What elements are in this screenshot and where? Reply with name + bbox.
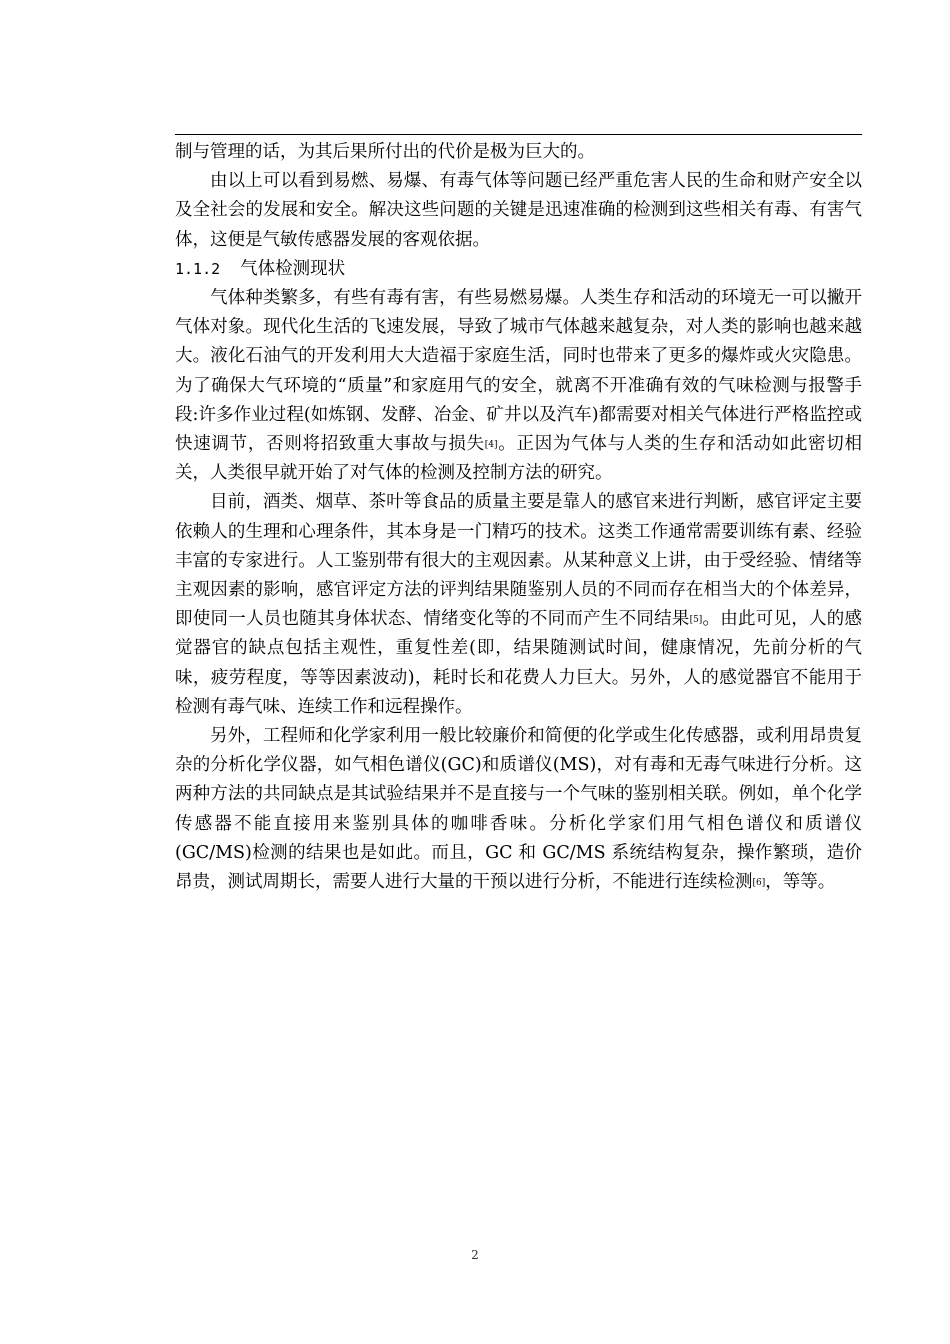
paragraph-text: 另外，工程师和化学家利用一般比较廉价和简便的化学或生化传感器，或利用昂贵复杂的分析化学仪器，如气相色谱仪(GC)和质谱仪(MS)，对有毒和无毒气味进行分析。这两种方法的共同缺点是其试验结果并不是直接与一个气味的鉴别相关联。例如，单个化学传感器不能直接用来鉴别具体的咖啡香味。分析化学家们用气相色谱仪和质谱仪(GC/MS)检测的结果也是如此。而且，GC 和 GC/MS 系统结构复杂，操作繁琐，造价昂贵，测试周期长，需要人进行大量的干预以进行分析，不能进行连续检测 bbox=[175, 726, 862, 893]
paragraph bbox=[175, 722, 862, 897]
citation-ref[interactable]: [6] bbox=[752, 878, 766, 889]
paragraph-text: 。由此可见，人的感觉器官的缺点包括主观性，重复性差(即，结果随测试时间，健康情况，先前分析的气味，疲劳程度，等等因素波动)，耗时长和花费人力巨大。另外，人的感觉器官不能用于检测有毒气味、连续工作和远程操作。 bbox=[175, 609, 863, 717]
paragraph bbox=[175, 167, 862, 255]
paragraph-text: 制与管理的话，为其后果所付出的代价是极为巨大的。 bbox=[175, 142, 595, 162]
section-title: 气体检测现状 bbox=[240, 258, 346, 279]
document-body bbox=[175, 138, 862, 897]
citation-ref[interactable]: [4] bbox=[484, 440, 498, 451]
section-number: 1.1.2 bbox=[175, 259, 221, 278]
paragraph-text: 气体种类繁多，有些有毒有害，有些易燃易爆。人类生存和活动的环境无一可以撇开气体对象。现代化生活的飞速发展，导致了城市气体越来越复杂，对人类的影响也越来越大。液化石油气的开发利用大大造福于家庭生活，同时也带来了更多的爆炸或火灾隐患。为了确保大气环境的“质量”和家庭用气的安全，就离不开准确有效的气味检测与报警手段:许多作业过程(如炼钢、发酵、冶金、矿井以及汽车)都需要对相关气体进行严格监控或快速调节，否则将招致重大事故与损失 bbox=[175, 288, 862, 455]
paragraph-text: 目前，酒类、烟草、茶叶等食品的质量主要是靠人的感官来进行判断，感官评定主要依赖人的生理和心理条件，其本身是一门精巧的技术。这类工作通常需要训练有素、经验丰富的专家进行。人工鉴别带有很大的主观因素。从某种意义上讲，由于受经验、情绪等主观因素的影响，感官评定方法的评判结果随鉴别人员的不同而存在相当大的个体差异，即使同一人员也随其身体状态、情绪变化等的不同而产生不同结果 bbox=[175, 492, 862, 630]
paragraph bbox=[175, 284, 862, 488]
paragraph-text: 。正因为气体与人类的生存和活动如此密切相关，人类很早就开始了对气体的检测及控制方法的研究。 bbox=[175, 434, 863, 484]
header-rule bbox=[175, 134, 862, 135]
paragraph-text: ，等等。 bbox=[765, 872, 836, 893]
paragraph bbox=[175, 488, 862, 722]
page-number: 2 bbox=[471, 1248, 479, 1262]
section-heading bbox=[175, 255, 862, 284]
paragraph-continued bbox=[175, 138, 862, 167]
paragraph-text: 由以上可以看到易燃、易爆、有毒气体等问题已经严重危害人民的生命和财产安全以及全社会的发展和安全。解决这些问题的关键是迅速准确的检测到这些相关有毒、有害气体，这便是气敏传感器发展的客观依据。 bbox=[175, 171, 862, 250]
citation-ref[interactable]: [5] bbox=[689, 615, 703, 626]
